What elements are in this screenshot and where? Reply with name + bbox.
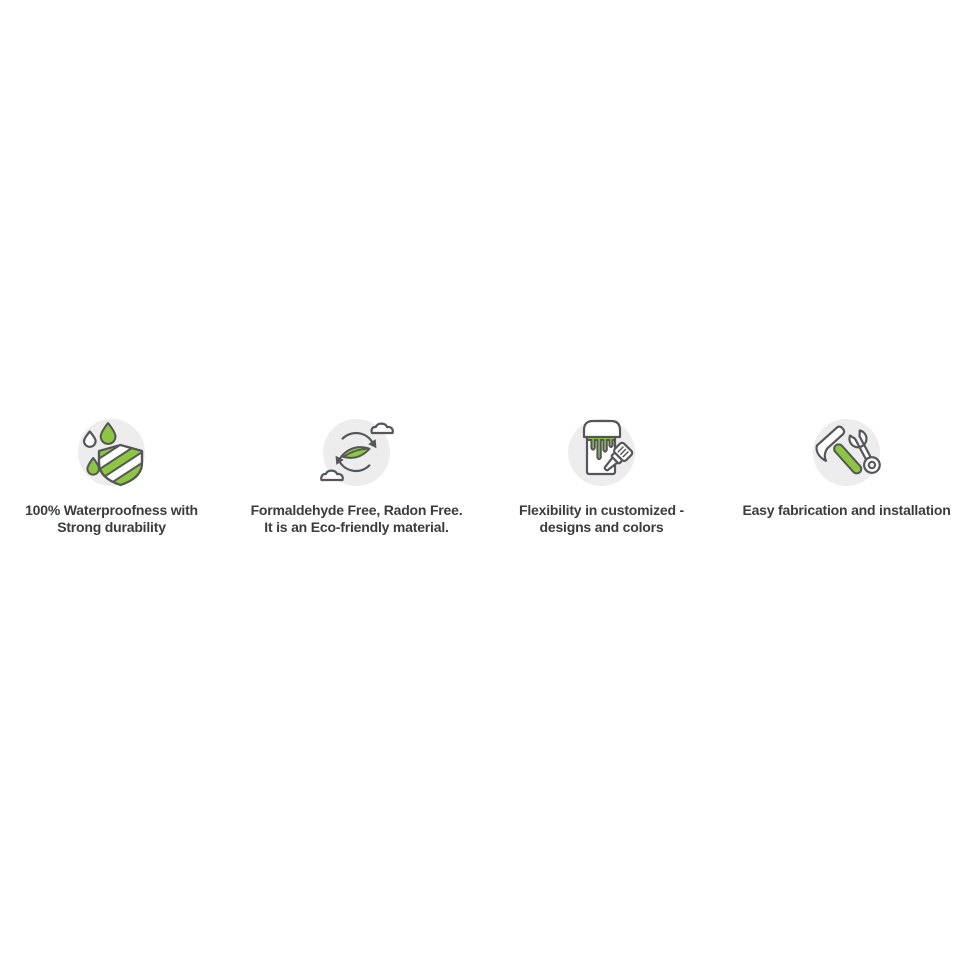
caption-line: designs and colors [539,519,664,535]
waterproof-shield-icon [78,419,145,486]
hammer-wrench-icon [813,419,880,486]
caption-line: Formaldehyde Free, Radon Free. [250,502,463,518]
caption-line: It is an Eco-friendly material. [264,519,449,535]
caption-line: 100% Waterproofness with [25,502,198,518]
feature-custom-designs [479,419,724,536]
caption-line: Strong durability [57,519,166,535]
eco-recycle-icon [323,419,390,486]
feature-waterproofness [0,419,234,536]
paint-bucket-icon [568,419,635,486]
caption-line: Easy fabrication and installation [742,502,951,518]
feature-eco-friendly [234,419,479,536]
feature-caption [234,502,479,536]
caption-line: Flexibility in customized - [519,502,684,518]
feature-fabrication [724,419,960,536]
feature-caption [724,502,960,519]
feature-caption [0,502,234,536]
features-row [0,419,960,536]
feature-caption [479,502,724,536]
